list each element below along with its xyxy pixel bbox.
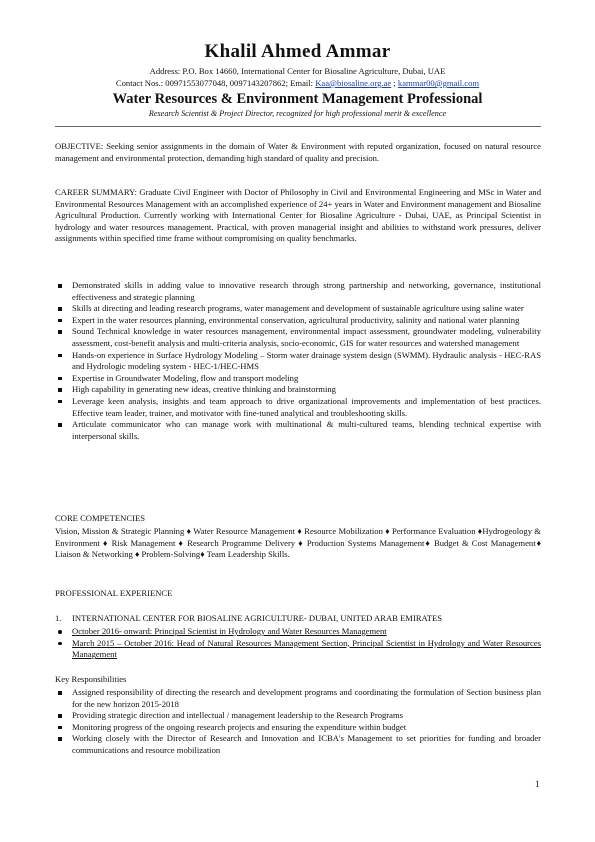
- list-item: High capability in generating new ideas, creative thinking and brainstorming: [55, 384, 541, 396]
- email-link-1[interactable]: Kaa@biosaline.org.ae: [315, 78, 392, 88]
- address-line: Address: P.O. Box 14660, International Center for Biosaline Agriculture, Dubai, UAE: [149, 66, 446, 76]
- core-competencies-heading: CORE COMPETENCIES: [55, 513, 146, 523]
- tagline: Research Scientist & Project Director, recognized for high professional merit & excellence: [148, 109, 447, 118]
- professional-title: Water Resources & Environment Management Professional: [112, 91, 483, 107]
- list-item: Leverage keen analysis, insights and team approach to drive organizational improvements and implementation of best practices. Effective team leader, trainer, and motivator with fine-tuned analytical and troubleshooting skills.: [55, 396, 541, 419]
- list-item: [55, 638, 541, 661]
- responsibilities-list: [55, 687, 541, 757]
- list-item: Sound Technical knowledge in water resources management, environmental impact assessment, groundwater modeling, vulnerability assessment, cost-benefit analysis and multi-criteria analysis, socio-economic, GIS for water resources and watershed management: [55, 326, 541, 349]
- list-item: Working closely with the Director of Research and Innovation and ICBA's Management to set priorities for funding and broader communications and resource mobilization: [55, 733, 541, 756]
- positions-list: [55, 626, 541, 661]
- email-link-2[interactable]: kammar00@gmail.com: [397, 78, 480, 88]
- contact-line: [0, 78, 595, 88]
- objective-paragraph: OBJECTIVE: Seeking senior assignments in the domain of Water & Environment with reputed organization, focused on natural resource management and environmental protection, demanding high standard of quality and precision.: [55, 141, 541, 163]
- career-summary-paragraph: CAREER SUMMARY: Graduate Civil Engineer with Doctor of Philosophy in Civil and Environmental Engineering and MSc in Water and Environmental Resources Management with an accomplished experience of 24+ years in Water and Environment management and Biosaline Agricultural Production. Currently working with International Center for Biosaline Agriculture - Dubai, UAE, as Principal Scientist in hydrology and water resources management. Practical, with proven managerial insight and abilities to withstand work pressures, deliver assignments within specified time frame without compromising on quality benchmarks.: [55, 187, 541, 244]
- candidate-name: Khalil Ahmed Ammar: [204, 41, 391, 62]
- list-item: Providing strategic direction and intellectual / management leadership to the Research Programs: [55, 710, 541, 722]
- summary-bullet-list: [55, 280, 541, 442]
- list-item: Skills at directing and leading research programs, water management and development of sustainable agriculture using saline water: [55, 303, 541, 315]
- list-item: Demonstrated skills in adding value to innovative research through strong partnership and networking, governance, institutional effectiveness and strategic planning: [55, 280, 541, 303]
- position-entry: March 2015 – October 2016: Head of Natural Resources Management Section, Principal Scientist in Hydrology and Water Resources Management: [72, 637, 541, 660]
- core-competencies-text: Vision, Mission & Strategic Planning ♦ Water Resource Management ♦ Resource Mobilization ♦ Performance Evaluation ♦Hydrogeology & Environment ♦ Risk Management ♦ Research Programme Delivery ♦ Production Systems Management♦ Budget & Cost Management♦ Liaison & Networking ♦ Problem-Solving♦ Team Leadership Skills.: [55, 526, 541, 560]
- header-divider: [55, 126, 541, 127]
- employer-number: 1.: [55, 613, 62, 623]
- list-item: [55, 626, 541, 638]
- contact-numbers: Contact Nos.: 00971553077048, 0097143207862; Email:: [115, 78, 316, 88]
- list-item: Expert in the water resources planning, environmental conservation, agricultural productivity, salinity and national water planning: [55, 315, 541, 327]
- list-item: Monitoring progress of the ongoing research projects and ensuring the expenditure within budget: [55, 722, 541, 734]
- list-item: Expertise in Groundwater Modeling, flow and transport modeling: [55, 373, 541, 385]
- employer-name: INTERNATIONAL CENTER FOR BIOSALINE AGRICULTURE- DUBAI, UNITED ARAB EMIRATES: [72, 613, 443, 623]
- employer-line: [55, 613, 541, 623]
- list-item: Articulate communicator who can manage work with multinational & multi-cultured teams, blending technical expertise with interpersonal skills.: [55, 419, 541, 442]
- key-responsibilities-heading: Key Responsibilities: [55, 674, 127, 684]
- page-number: 1: [535, 779, 540, 789]
- professional-experience-heading: PROFESSIONAL EXPERIENCE: [55, 588, 173, 598]
- position-entry: October 2016- onward: Principal Scientist in Hydrology and Water Resources Management: [72, 626, 387, 636]
- list-item: Hands-on experience in Surface Hydrology Modeling – Storm water drainage system design (SWMM). Hydraulic analysis - HEC-RAS and Hydrologic modeling system - HEC-1/HEC-HMS: [55, 350, 541, 373]
- email-separator: ;: [391, 78, 398, 88]
- list-item: Assigned responsibility of directing the research and development programs and coordinating the formulation of Section business plan for the new horizon 2015-2018: [55, 687, 541, 710]
